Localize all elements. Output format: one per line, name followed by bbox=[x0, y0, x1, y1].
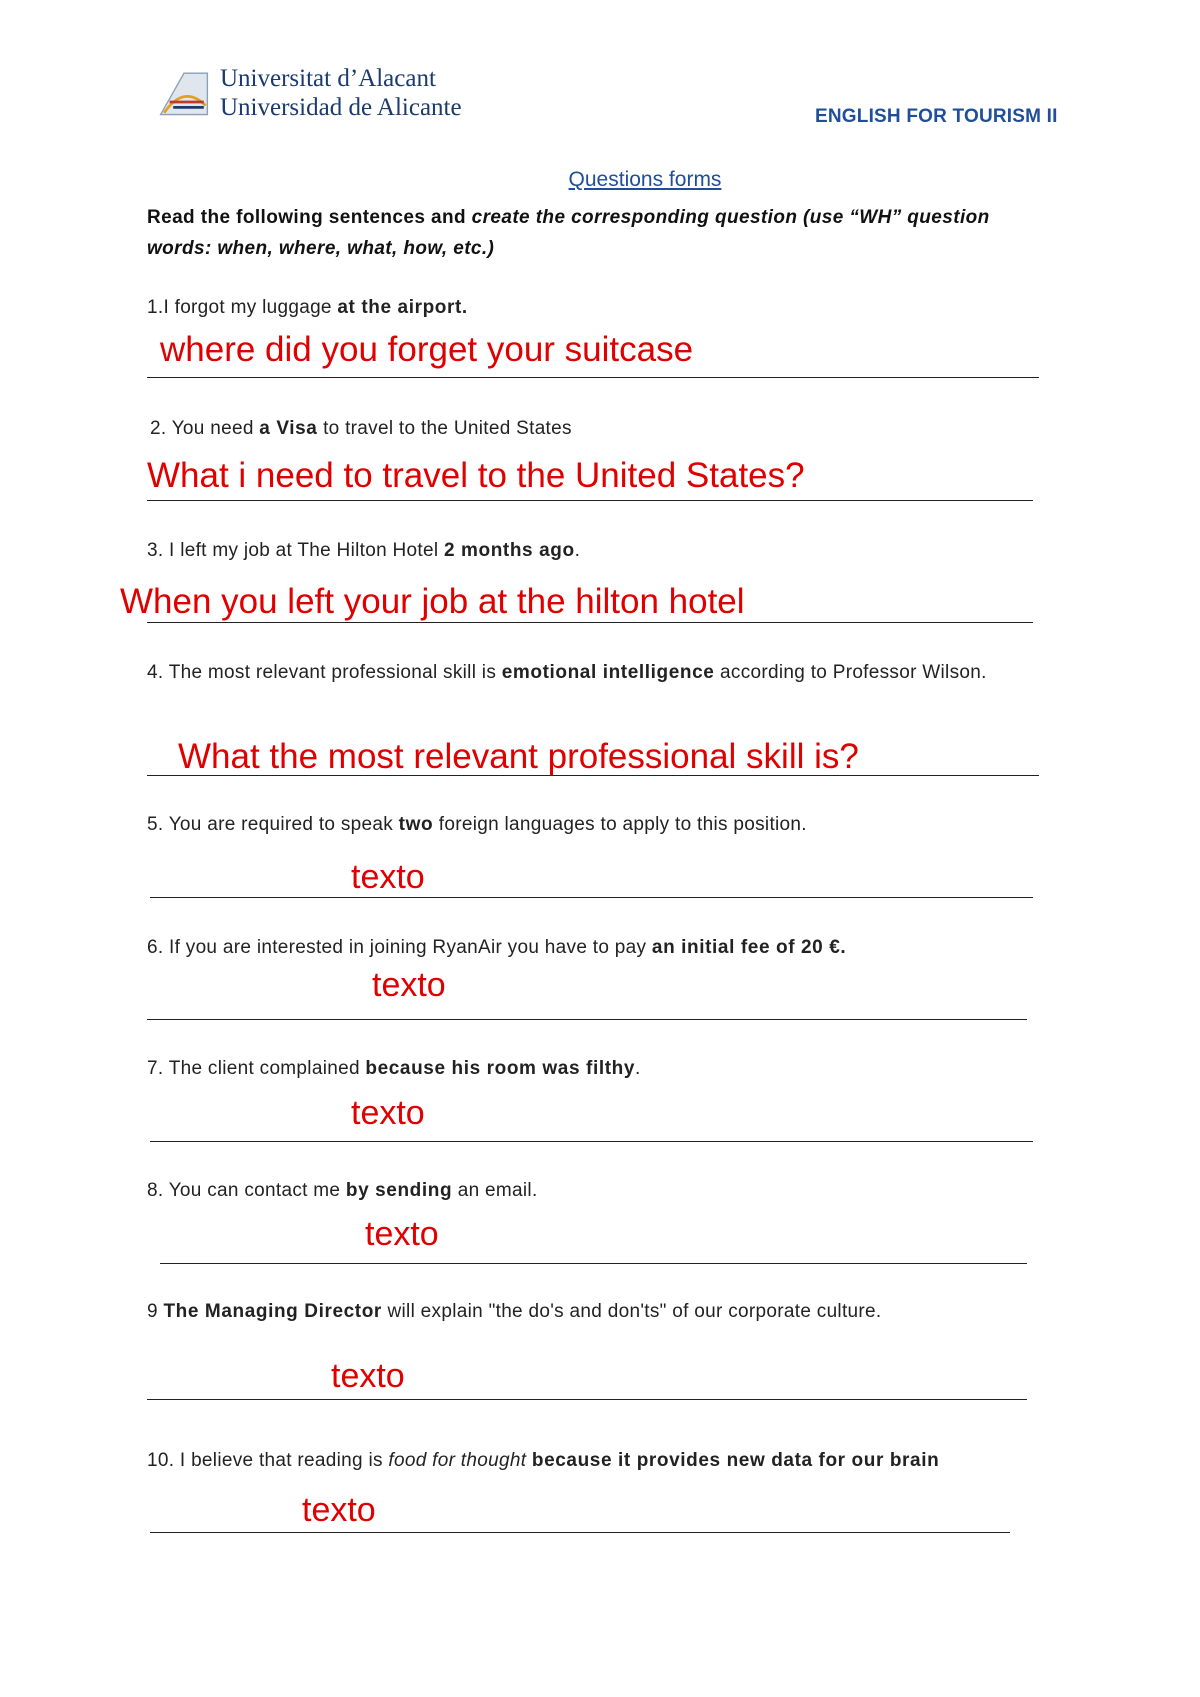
answer-line-1 bbox=[147, 377, 1039, 378]
answer-8[interactable]: texto bbox=[365, 1215, 439, 1253]
page-title: Questions forms bbox=[568, 168, 722, 191]
answer-1[interactable]: where did you forget your suitcase bbox=[160, 330, 694, 369]
question-number: 8. bbox=[147, 1180, 164, 1201]
question-text: I forgot my luggage bbox=[163, 297, 338, 318]
question-number: 7. bbox=[147, 1058, 164, 1079]
question-text: You are required to speak bbox=[163, 814, 399, 835]
question-4 bbox=[147, 657, 1027, 688]
question-number: 1. bbox=[147, 297, 164, 318]
instructions-part1: Read the following sentences and bbox=[147, 207, 472, 228]
question-text: an email. bbox=[452, 1180, 538, 1201]
question-5 bbox=[147, 809, 807, 840]
university-name bbox=[220, 64, 462, 122]
question-bold-text: emotional intelligence bbox=[501, 662, 715, 683]
question-bold-text: at the airport. bbox=[337, 297, 468, 318]
answer-9[interactable]: texto bbox=[331, 1357, 405, 1395]
answer-10[interactable]: texto bbox=[302, 1491, 376, 1529]
answer-line-7 bbox=[150, 1141, 1033, 1142]
question-bold-text: two bbox=[398, 814, 434, 835]
answer-line-6 bbox=[147, 1019, 1027, 1020]
question-6 bbox=[147, 932, 846, 963]
question-text: You need bbox=[166, 418, 260, 439]
question-8 bbox=[147, 1175, 538, 1206]
instructions-part2: create the corresponding question (use “WH” question words: when, where, what, how, etc.) bbox=[147, 207, 990, 259]
question-10 bbox=[147, 1445, 939, 1476]
question-text: to travel to the United States bbox=[317, 418, 572, 439]
question-2 bbox=[150, 413, 572, 444]
answer-line-9 bbox=[147, 1399, 1027, 1400]
question-text: according to Professor Wilson. bbox=[714, 662, 987, 683]
university-name-line2: Universidad de Alicante bbox=[220, 94, 462, 121]
answer-line-2 bbox=[147, 500, 1033, 501]
answer-7[interactable]: texto bbox=[351, 1094, 425, 1132]
answer-2[interactable]: What i need to travel to the United States? bbox=[147, 456, 805, 495]
course-title: ENGLISH FOR TOURISM II bbox=[815, 106, 1058, 127]
question-text: will explain "the do's and don'ts" of our corporate culture. bbox=[381, 1301, 882, 1322]
question-bold-text: a Visa bbox=[259, 418, 318, 439]
instructions bbox=[147, 202, 1027, 264]
answer-line-3 bbox=[147, 622, 1033, 623]
question-3 bbox=[147, 535, 580, 566]
answer-3[interactable]: When you left your job at the hilton hotel bbox=[120, 582, 745, 621]
answer-line-5 bbox=[150, 897, 1033, 898]
question-text: You can contact me bbox=[163, 1180, 346, 1201]
question-9 bbox=[147, 1296, 881, 1327]
question-text: foreign languages to apply to this position. bbox=[433, 814, 807, 835]
question-number: 5. bbox=[147, 814, 164, 835]
university-logo-icon bbox=[157, 66, 211, 120]
question-number: 10. bbox=[147, 1450, 175, 1471]
answer-5[interactable]: texto bbox=[351, 858, 425, 896]
question-bold-text: by sending bbox=[345, 1180, 453, 1201]
university-name-line1: Universitat d’Alacant bbox=[220, 65, 436, 92]
question-7 bbox=[147, 1053, 641, 1084]
question-bold-text: The Managing Director bbox=[163, 1301, 382, 1322]
question-number: 3. bbox=[147, 540, 164, 561]
question-text: If you are interested in joining RyanAir you have to pay bbox=[163, 937, 652, 958]
question-number: 9 bbox=[147, 1301, 158, 1322]
question-bold-text: because it provides new data for our brain bbox=[531, 1450, 940, 1471]
question-text: I believe that reading is bbox=[174, 1450, 389, 1471]
question-text: The most relevant professional skill is bbox=[163, 662, 502, 683]
question-1 bbox=[147, 292, 468, 323]
question-number: 2. bbox=[150, 418, 167, 439]
answer-line-10 bbox=[150, 1532, 1010, 1533]
question-text: . bbox=[574, 540, 581, 561]
question-text: I left my job at The Hilton Hotel bbox=[163, 540, 444, 561]
question-text: . bbox=[635, 1058, 641, 1079]
question-number: 4. bbox=[147, 662, 164, 683]
question-text: The client complained bbox=[163, 1058, 366, 1079]
question-bold-text: an initial fee of 20 €. bbox=[651, 937, 847, 958]
question-italic-text: food for thought bbox=[388, 1450, 527, 1471]
answer-4[interactable]: What the most relevant professional skill is? bbox=[178, 737, 859, 776]
answer-line-8 bbox=[160, 1263, 1027, 1264]
question-number: 6. bbox=[147, 937, 164, 958]
question-bold-text: because his room was filthy bbox=[365, 1058, 636, 1079]
answer-6[interactable]: texto bbox=[372, 966, 446, 1004]
question-bold-text: 2 months ago bbox=[443, 540, 575, 561]
